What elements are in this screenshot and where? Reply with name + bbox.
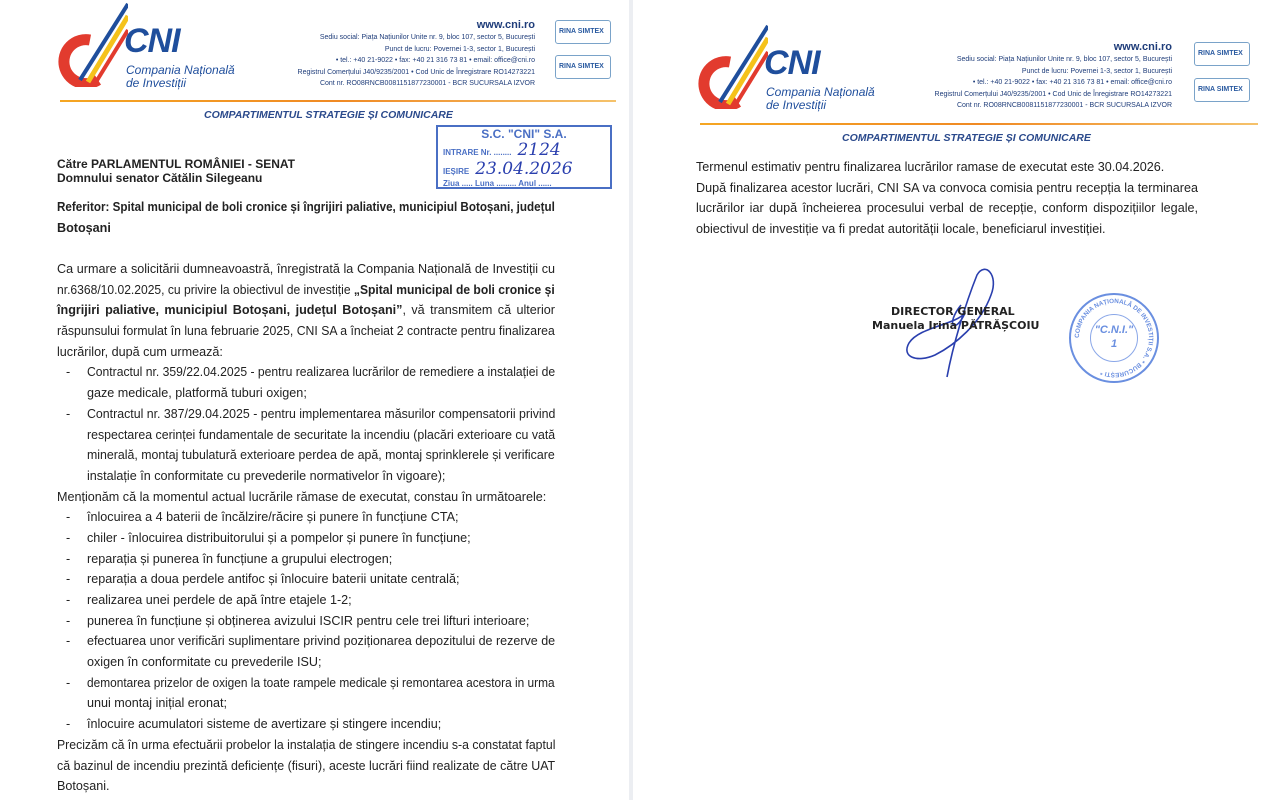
text-segment: realizarea unei perdele de apă între etajele 1-2; — [87, 593, 352, 607]
text-segment: demontarea prizelor de oxigen la toate rampele medicale și remontarea acestora in urma — [87, 675, 555, 690]
bullet-dash: - — [66, 613, 71, 628]
text-line — [87, 652, 555, 673]
signatory-name: Manuela Irina PĂTRĂȘCOIU — [872, 319, 1040, 332]
bullet-dash: - — [66, 572, 71, 587]
contact-line: Registrul Comerțului J40/9235/2001 • Cod Unic de Înregistrare RO14273221 — [934, 90, 1172, 98]
letter-body — [57, 259, 555, 797]
text-line — [87, 590, 555, 611]
list-item — [57, 549, 555, 570]
text-segment: răspunsului formulat în luna februarie 2025, CNI SA a încheiat 2 contracte pentru finalizarea — [57, 324, 555, 339]
text-segment: Ca urmare a solicitării dumneavoastră, înregistrată la Compania Națională de Investiții cu — [57, 262, 555, 276]
text-segment: Menționăm că la momentul actual lucrările rămase de executat, constau în următoarele: — [57, 489, 547, 504]
contact-line: • tel.: +40 21-9022 • fax: +40 21 316 73 81 • email: office@cni.ro — [335, 57, 535, 64]
logo-subtitle — [766, 86, 875, 112]
text-line — [57, 735, 556, 756]
bullet-dash: - — [66, 675, 71, 690]
subject-line: Referitor: Spital municipal de boli cronice și îngrijiri paliative, municipiul Botoșani, județul — [57, 200, 555, 214]
stamp-field: INTRARE Nr. ........ — [443, 148, 512, 157]
paragraph — [57, 735, 555, 797]
recipient-line: Domnului senator Cătălin Silegeanu — [57, 171, 263, 185]
text-segment: oxigen în conformitate cu prevederile ISU; — [87, 655, 322, 670]
stamp-number: 1 — [1110, 338, 1118, 350]
text-line — [87, 404, 556, 425]
company-round-stamp — [1068, 292, 1160, 384]
website-link[interactable]: www.cni.ro — [1113, 41, 1172, 53]
logo-subtitle-line: de Investiții — [126, 76, 187, 90]
text-segment: reparația a doua perdele antifoc și înlocuire baterii unitate centrală; — [87, 572, 460, 587]
bold-text: îngrijiri paliative, municipiul Botoșani, județul Botoșani” — [57, 303, 403, 318]
text-segment: respectarea cerinței fundamentale de securitate la incendiu (placări exterioare cu vată — [87, 427, 556, 442]
cni-logo — [58, 2, 248, 94]
bold-text: „Spital municipal de boli cronice și — [353, 282, 555, 297]
text-line — [57, 487, 555, 508]
text-line — [87, 528, 555, 549]
text-line — [87, 383, 555, 404]
list-item — [57, 673, 555, 714]
text-line — [696, 198, 1198, 219]
text-segment: minerală, montaj tubulatură exterioare perdea de apă, montaj sprinklerele și verificare — [87, 448, 555, 463]
list-item — [57, 404, 555, 487]
text-segment: punerea în funcțiune și obținerea avizului ISCIR pentru cele trei lifturi interioare; — [87, 613, 530, 628]
text-line — [696, 219, 1198, 240]
text-line — [87, 466, 555, 487]
signatory-title: DIRECTOR GENERAL — [891, 305, 1015, 318]
list-item — [57, 528, 555, 549]
text-line — [87, 445, 555, 466]
stamp-center — [1090, 314, 1138, 362]
logo-subtitle-line: de Investiții — [766, 98, 827, 112]
text-line — [57, 776, 555, 797]
text-line — [57, 321, 555, 342]
text-line — [87, 549, 555, 570]
paragraph — [696, 157, 1198, 178]
text-line — [87, 507, 555, 528]
logo-text: CNI — [124, 22, 180, 60]
subject-line: Botoșani — [57, 220, 111, 235]
text-segment: , vă transmitem că ulterior — [402, 303, 555, 318]
contact-line: Punct de lucru: Povernei 1-3, sector 1, București — [384, 45, 535, 53]
text-segment: instalație în conformitate cu prevederile normativelor în vigoare); — [87, 468, 446, 483]
department-title: COMPARTIMENTUL STRATEGIE ȘI COMUNICARE — [842, 132, 1091, 144]
website-link[interactable]: www.cni.ro — [476, 19, 535, 31]
bullet-dash: - — [66, 365, 71, 380]
text-segment: că bazinul de incendiu prezintă deficiențe (fisuri), aceste lucrări fiind realizate de către UAT — [57, 758, 556, 773]
text-segment: înlocuirea a 4 baterii de încălzire/răcire și punere în funcțiune CTA; — [87, 510, 459, 525]
stamp-field: Ziua ..... Luna ......... Anul ...... — [443, 179, 552, 188]
department-title: COMPARTIMENTUL STRATEGIE ȘI COMUNICARE — [204, 109, 453, 121]
contact-line: Cont nr. RO08RNCB0081151877230001 - BCR SUCURSALA IZVOR — [956, 102, 1172, 109]
header-rule — [700, 123, 1258, 125]
text-segment: chiler - înlocuirea distribuitorului și a pompelor și punere în funcțiune; — [87, 530, 471, 545]
text-line — [696, 157, 1198, 178]
bullet-dash: - — [66, 406, 71, 421]
text-segment: Termenul estimativ pentru finalizarea lucrărilor ramase de executat este 30.04.2026. — [696, 160, 1165, 174]
text-segment: lucrărilor, după cum urmează: — [57, 344, 223, 359]
text-segment: obiectivul de investiție va fi predat autorității locale, beneficiarul investiției. — [696, 222, 1106, 237]
text-line — [57, 280, 555, 301]
text-line — [87, 569, 555, 590]
contact-line: Cont nr. RO08RNCB0081151877230001 - BCR SUCURSALA IZVOR — [319, 80, 535, 87]
list-item — [57, 590, 555, 611]
signature-block — [872, 305, 1040, 333]
logo-text: CNI — [764, 44, 820, 82]
text-line — [87, 631, 556, 652]
stamp-ring-text: COMPANIA NAȚIONALĂ DE INVESTIȚII S.A. * BUCUREȘTI * — [1073, 297, 1155, 379]
stamp-row-entry — [443, 141, 605, 160]
logo-subtitle-line: Compania Națională — [766, 85, 875, 99]
bullet-dash: - — [66, 717, 71, 732]
contact-line: Sediu social: Piața Națiunilor Unite nr. 9, bloc 107, sector 5, București — [319, 34, 535, 41]
text-line — [87, 673, 555, 694]
cni-logo-icon — [58, 2, 128, 87]
list-item — [57, 714, 555, 735]
certification-badge: RINA SIMTEX — [555, 20, 611, 44]
text-segment: Precizăm că în urma efectuării probelor la instalația de stingere incendiu s-a constatat faptul — [57, 737, 556, 752]
text-segment: După finalizarea acestor lucrări, CNI SA va convoca comisia pentru recepția la terminarea — [696, 180, 1198, 195]
certification-badge: RINA SIMTEX — [1194, 42, 1250, 66]
subject — [57, 197, 555, 238]
contact-line: Registrul Comerțului J40/9235/2001 • Cod Unic de Înregistrare RO14273221 — [297, 68, 535, 76]
contact-line: Punct de lucru: Povernei 1-3, sector 1, București — [1021, 67, 1172, 75]
paragraph — [57, 487, 555, 508]
text-segment: nr.6368/10.02.2025, cu privire la obiectivul de investiție — [57, 282, 354, 297]
list-item — [57, 362, 555, 403]
stamp-row-exit — [443, 160, 605, 179]
letterhead-contact — [872, 40, 1172, 112]
text-line — [57, 342, 555, 363]
text-segment: reparația și punerea în funcțiune a grupului electrogen; — [87, 551, 393, 566]
bullet-dash: - — [66, 551, 71, 566]
header-rule — [60, 100, 616, 102]
paragraph — [57, 259, 555, 362]
logo-subtitle-line: Compania Națională — [126, 63, 235, 77]
page-2 — [634, 0, 1280, 800]
text-line — [87, 693, 555, 714]
text-line — [87, 611, 555, 632]
bullet-dash: - — [66, 510, 71, 525]
list-item — [57, 569, 555, 590]
cni-logo-icon — [698, 24, 768, 109]
stamp-field: IEȘIRE — [443, 167, 470, 176]
text-line — [696, 178, 1198, 199]
text-line — [87, 714, 555, 735]
handwritten-date: 23.04.2026 — [475, 159, 573, 179]
contact-line: • tel.: +40 21-9022 • fax: +40 21 316 73 81 • email: office@cni.ro — [972, 79, 1172, 86]
list-item — [57, 507, 555, 528]
text-segment: înlocuire acumulatori sisteme de avertizare și stingere incendiu; — [87, 717, 442, 732]
text-segment: lucrărilor iar după încheierea procesului verbal de recepție, conform dispozițiilor legale, — [696, 201, 1198, 216]
text-line — [57, 756, 556, 777]
text-line — [87, 362, 556, 383]
handwritten-number: 2124 — [517, 140, 561, 160]
list-item — [57, 631, 555, 672]
recipient-line: Către PARLAMENTUL ROMÂNIEI - SENAT — [57, 157, 296, 171]
bullet-dash: - — [66, 634, 71, 649]
list-item — [57, 611, 555, 632]
letter-body — [696, 157, 1198, 240]
text-line — [57, 259, 555, 280]
paragraph — [696, 178, 1198, 240]
text-line — [87, 425, 556, 446]
text-segment: unui montaj inițial eronat; — [87, 696, 228, 711]
text-segment: Contractul nr. 359/22.04.2025 - pentru realizarea lucrărilor de remediere a instalației de — [87, 365, 556, 380]
text-segment: gaze medicale, platformă tuburi oxigen; — [87, 386, 307, 401]
text-line — [57, 300, 555, 321]
stamp-company: S.C. "CNI" S.A. — [481, 127, 567, 141]
recipient — [57, 157, 295, 185]
page-1 — [0, 0, 628, 800]
letterhead-contact — [235, 18, 535, 90]
cni-logo — [698, 24, 888, 116]
contact-line: Sediu social: Piața Națiunilor Unite nr. 9, bloc 107, sector 5, București — [956, 56, 1172, 63]
certification-badge: RINA SIMTEX — [555, 55, 611, 79]
bullet-dash: - — [66, 593, 71, 607]
text-segment: Contractul nr. 387/29.04.2025 - pentru implementarea măsurilor compensatorii privind — [87, 406, 556, 421]
stamp-center-text: "C.N.I." — [1094, 324, 1134, 336]
bullet-dash: - — [66, 530, 71, 545]
logo-subtitle — [126, 64, 235, 90]
certification-badge: RINA SIMTEX — [1194, 78, 1250, 102]
registration-stamp — [436, 125, 612, 189]
page-divider — [629, 0, 633, 800]
text-segment: efectuarea unor verificări suplimentare privind poziționarea depozitului de rezerve de — [87, 634, 556, 649]
text-segment: Botoșani. — [57, 779, 110, 794]
